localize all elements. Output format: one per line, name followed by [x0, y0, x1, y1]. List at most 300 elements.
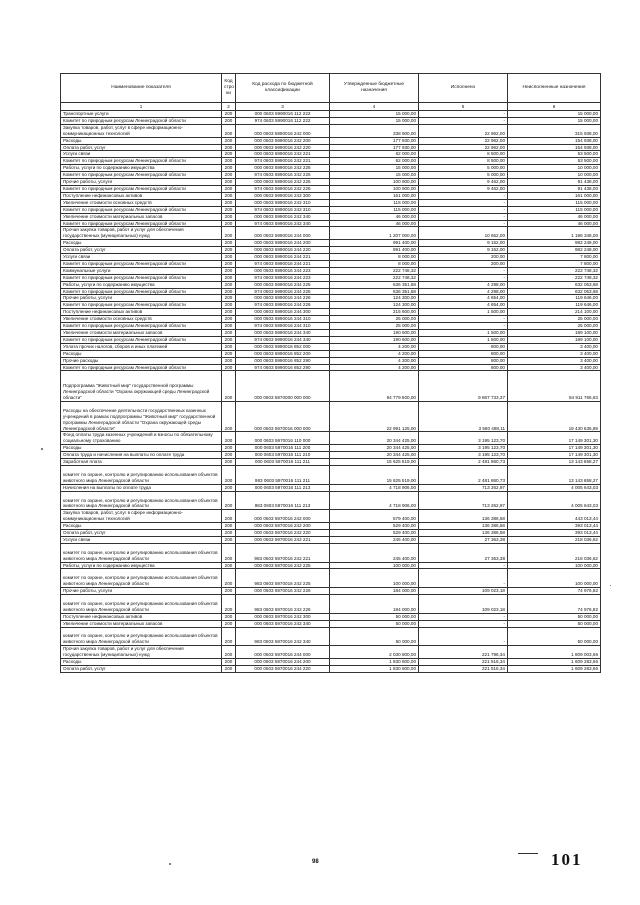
indicator-name-cell: Поступление нефинансовых активов: [61, 613, 222, 620]
unexecuted-amount-cell: 632 053,68: [508, 288, 601, 295]
executed-amount-cell: 109 023,18: [419, 588, 508, 595]
line-code-cell: 200: [222, 588, 236, 595]
executed-amount-cell: 9 462,00: [419, 185, 508, 192]
executed-amount-cell: 221 516,34: [419, 666, 508, 673]
approved-amount-cell: 184 000,00: [330, 595, 419, 614]
executed-amount-cell: 27 363,38: [419, 543, 508, 562]
approved-amount-cell: 177 930,00: [330, 137, 419, 144]
table-row: [61, 588, 601, 595]
line-code-cell: 200: [222, 357, 236, 364]
table-row: [61, 364, 601, 371]
executed-amount-cell: -: [419, 613, 508, 620]
unexecuted-amount-cell: 1 609 283,66: [508, 659, 601, 666]
budget-code-cell: 974 0603 5990016 242 225: [236, 172, 330, 179]
indicator-name-cell: Услуги связи: [61, 536, 222, 543]
table-row: [61, 452, 601, 459]
table-row: [61, 240, 601, 247]
approved-amount-cell: 215 600,00: [330, 309, 419, 316]
budget-code-cell: 000 0603 5970016 242 000: [236, 510, 330, 523]
table-row: [61, 666, 601, 673]
executed-amount-cell: 3 195 123,70: [419, 432, 508, 445]
approved-amount-cell: 50 000,00: [330, 613, 419, 620]
indicator-name-cell: Комитет по природным ресурсам Ленинградской области: [61, 323, 222, 330]
executed-amount-cell: 22 962,00: [419, 124, 508, 137]
approved-amount-cell: 50 000,00: [330, 627, 419, 646]
unexecuted-amount-cell: 3 400,00: [508, 350, 601, 357]
column-index: 4: [330, 103, 419, 111]
line-code-cell: 200: [222, 491, 236, 510]
executed-amount-cell: 5 000,00: [419, 172, 508, 179]
executed-amount-cell: 713 262,97: [419, 484, 508, 491]
unexecuted-amount-cell: 53 500,00: [508, 158, 601, 165]
unexecuted-amount-cell: 13 143 658,27: [508, 466, 601, 485]
budget-code-cell: 983 0603 5970016 242 340: [236, 627, 330, 646]
executed-amount-cell: 221 796,34: [419, 646, 508, 659]
table-row: [61, 274, 601, 281]
approved-amount-cell: 25 000,00: [330, 316, 419, 323]
budget-code-cell: 000 0603 5990016 242 226: [236, 179, 330, 186]
unexecuted-amount-cell: 19 430 636,89: [508, 401, 601, 432]
unexecuted-amount-cell: 17 149 301,30: [508, 452, 601, 459]
approved-amount-cell: 20 344 425,00: [330, 432, 419, 445]
table-row: [61, 620, 601, 627]
table-row: [61, 343, 601, 350]
budget-code-cell: 000 0603 5970016 242 220: [236, 530, 330, 537]
budget-code-cell: 000 0603 5970016 111 210: [236, 452, 330, 459]
executed-amount-cell: 136 386,58: [419, 530, 508, 537]
indicator-name-cell: Комитет по природным ресурсам Ленинградской области: [61, 274, 222, 281]
unexecuted-amount-cell: 161 000,00: [508, 192, 601, 199]
table-row: [61, 569, 601, 588]
executed-amount-cell: 8 500,00: [419, 158, 508, 165]
unexecuted-amount-cell: 154 938,00: [508, 137, 601, 144]
table-row: [61, 484, 601, 491]
executed-amount-cell: 9 152,00: [419, 240, 508, 247]
approved-amount-cell: 8 000,00: [330, 260, 419, 267]
line-code-cell: 200: [222, 111, 236, 118]
budget-code-cell: 000 0603 5990016 244 340: [236, 330, 330, 337]
indicator-name-cell: Работы, услуги по содержанию имущества: [61, 165, 222, 172]
table-row: [61, 445, 601, 452]
table-row: [61, 124, 601, 137]
line-code-cell: 200: [222, 227, 236, 240]
indicator-name-cell: комитет по охране, контролю и регулированию использования объектов животного мира Ленинградской области: [61, 627, 222, 646]
unexecuted-amount-cell: 154 938,00: [508, 144, 601, 151]
table-row: [61, 172, 601, 179]
budget-code-cell: 000 0603 5990016 242 200: [236, 137, 330, 144]
indicator-name-cell: Расходы на обеспечение деятельности государственных казенных учреждений в рамках подпрограммы "Животный мир" государственной программы Ленинградской области "Охрана окружающей среды Ленинградской области": [61, 401, 222, 432]
table-row: [61, 117, 601, 124]
indicator-name-cell: Увеличение стоимости материальных запасов: [61, 213, 222, 220]
indicator-name-cell: комитет по охране, контролю и регулированию использования объектов животного мира Ленинградской области: [61, 569, 222, 588]
approved-amount-cell: 46 000,00: [330, 220, 419, 227]
unexecuted-amount-cell: 3 400,00: [508, 357, 601, 364]
approved-amount-cell: 2 030 800,00: [330, 646, 419, 659]
budget-code-cell: 000 0603 5990016 852 000: [236, 343, 330, 350]
indicator-name-cell: Услуги связи: [61, 151, 222, 158]
approved-amount-cell: 190 600,00: [330, 336, 419, 343]
table-row: [61, 659, 601, 666]
unexecuted-amount-cell: 100 000,00: [508, 569, 601, 588]
unexecuted-amount-cell: 91 438,00: [508, 185, 601, 192]
approved-amount-cell: 1 830 800,00: [330, 666, 419, 673]
approved-amount-cell: 222 748,32: [330, 274, 419, 281]
executed-amount-cell: -: [419, 117, 508, 124]
line-code-cell: 200: [222, 288, 236, 295]
approved-amount-cell: 636 351,68: [330, 288, 419, 295]
executed-amount-cell: 3 195 123,70: [419, 445, 508, 452]
approved-amount-cell: 636 351,68: [330, 281, 419, 288]
indicator-name-cell: Прочие работы, услуги: [61, 588, 222, 595]
table-row: [61, 302, 601, 309]
column-index: 1: [61, 103, 222, 111]
indicator-name-cell: Комитет по природным ресурсам Ленинградской области: [61, 158, 222, 165]
table-row: [61, 401, 601, 432]
executed-amount-cell: 5 000,00: [419, 165, 508, 172]
approved-amount-cell: 100 900,00: [330, 179, 419, 186]
unexecuted-amount-cell: 982 248,00: [508, 247, 601, 254]
table-row: [61, 206, 601, 213]
header-approved: Утвержденные бюджетные назначения: [330, 74, 419, 103]
table-row: [61, 220, 601, 227]
executed-amount-cell: -: [419, 111, 508, 118]
indicator-name-cell: Расходы: [61, 445, 222, 452]
executed-amount-cell: 800,00: [419, 343, 508, 350]
table-row: [61, 357, 601, 364]
budget-code-cell: 000 0603 5970016 244 200: [236, 659, 330, 666]
executed-amount-cell: 1 500,00: [419, 330, 508, 337]
budget-code-cell: 974 0603 5990016 244 340: [236, 336, 330, 343]
budget-code-cell: 983 0603 5970016 111 213: [236, 491, 330, 510]
indicator-name-cell: Комитет по природным ресурсам Ленинградской области: [61, 260, 222, 267]
table-row: [61, 562, 601, 569]
approved-amount-cell: 529 400,00: [330, 530, 419, 537]
indicator-name-cell: Заработная плата: [61, 459, 222, 466]
executed-amount-cell: 3 195 123,70: [419, 452, 508, 459]
budget-code-cell: 983 0603 5970016 111 211: [236, 466, 330, 485]
indicator-name-cell: Поступление нефинансовых активов: [61, 309, 222, 316]
column-index: 2: [222, 103, 236, 111]
budget-code-cell: 000 0603 5990016 112 222: [236, 111, 330, 118]
executed-amount-cell: -: [419, 267, 508, 274]
table-row: [61, 158, 601, 165]
approved-amount-cell: 190 600,00: [330, 330, 419, 337]
approved-amount-cell: 4 200,00: [330, 343, 419, 350]
executed-amount-cell: 800,00: [419, 364, 508, 371]
approved-amount-cell: 124 300,00: [330, 295, 419, 302]
line-code-cell: 200: [222, 371, 236, 402]
table-row: [61, 510, 601, 523]
indicator-name-cell: Комитет по природным ресурсам Ленинградской области: [61, 336, 222, 343]
unexecuted-amount-cell: 393 013,44: [508, 530, 601, 537]
table-header-row: [61, 74, 601, 103]
line-code-cell: 200: [222, 666, 236, 673]
unexecuted-amount-cell: 222 748,32: [508, 267, 601, 274]
line-code-cell: 200: [222, 401, 236, 432]
approved-amount-cell: 4 200,00: [330, 350, 419, 357]
indicator-name-cell: Начисления на выплаты по оплате труда: [61, 484, 222, 491]
unexecuted-amount-cell: 115 000,00: [508, 199, 601, 206]
scan-speck: [169, 863, 171, 865]
indicator-name-cell: комитет по охране, контролю и регулированию использования объектов животного мира Ленинградской области: [61, 491, 222, 510]
table-row: [61, 281, 601, 288]
table-row: [61, 247, 601, 254]
approved-amount-cell: 8 000,00: [330, 254, 419, 261]
unexecuted-amount-cell: 115 000,00: [508, 206, 601, 213]
executed-amount-cell: 8 500,00: [419, 151, 508, 158]
table-row: [61, 144, 601, 151]
line-code-cell: 200: [222, 445, 236, 452]
budget-code-cell: 000 0603 5990016 244 221: [236, 254, 330, 261]
budget-code-cell: 974 0603 5990016 244 221: [236, 260, 330, 267]
unexecuted-amount-cell: 1 609 283,66: [508, 666, 601, 673]
budget-code-cell: 983 0603 5970016 242 221: [236, 543, 330, 562]
budget-code-cell: 000 0603 5970016 242 226: [236, 588, 330, 595]
unexecuted-amount-cell: 189 100,00: [508, 336, 601, 343]
line-code-cell: 200: [222, 172, 236, 179]
unexecuted-amount-cell: 100 000,00: [508, 562, 601, 569]
indicator-name-cell: Закупка товаров, работ, услуг в сфере информационно-коммуникационных технологий: [61, 510, 222, 523]
budget-code-cell: 000 0603 5990016 242 000: [236, 124, 330, 137]
approved-amount-cell: 4 718 906,00: [330, 491, 419, 510]
indicator-name-cell: Коммунальные услуги: [61, 267, 222, 274]
budget-code-cell: 974 0603 5990016 112 222: [236, 117, 330, 124]
executed-amount-cell: -: [419, 220, 508, 227]
unexecuted-amount-cell: 50 000,00: [508, 613, 601, 620]
budget-code-cell: 000 0603 5990016 244 000: [236, 227, 330, 240]
budget-code-cell: 974 0603 5990016 242 226: [236, 185, 330, 192]
executed-amount-cell: 22 962,00: [419, 137, 508, 144]
executed-amount-cell: 713 262,97: [419, 491, 508, 510]
indicator-name-cell: Транспортные услуги: [61, 111, 222, 118]
approved-amount-cell: 22 991 125,00: [330, 401, 419, 432]
indicator-name-cell: Комитет по природным ресурсам Ленинградской области: [61, 206, 222, 213]
approved-amount-cell: 62 000,00: [330, 158, 419, 165]
unexecuted-amount-cell: 4 005 643,03: [508, 484, 601, 491]
executed-amount-cell: 2 481 860,73: [419, 459, 508, 466]
budget-code-cell: 000 0603 5990016 852 200: [236, 350, 330, 357]
unexecuted-amount-cell: 10 000,00: [508, 172, 601, 179]
executed-amount-cell: -: [419, 192, 508, 199]
line-code-cell: 200: [222, 206, 236, 213]
approved-amount-cell: 15 000,00: [330, 172, 419, 179]
unexecuted-amount-cell: 1 809 003,66: [508, 646, 601, 659]
budget-code-cell: 000 0603 5970016 000 000: [236, 401, 330, 432]
approved-amount-cell: 1 207 000,00: [330, 227, 419, 240]
line-code-cell: 200: [222, 530, 236, 537]
approved-amount-cell: 245 400,00: [330, 536, 419, 543]
sheet-stamp-number: 101: [551, 850, 583, 869]
line-code-cell: 200: [222, 260, 236, 267]
budget-code-cell: 000 0603 5970016 242 221: [236, 536, 330, 543]
executed-amount-cell: -: [419, 213, 508, 220]
approved-amount-cell: 15 625 519,00: [330, 466, 419, 485]
indicator-name-cell: Комитет по природным ресурсам Ленинградской области: [61, 302, 222, 309]
line-code-cell: 200: [222, 213, 236, 220]
approved-amount-cell: 124 300,00: [330, 302, 419, 309]
line-code-cell: 200: [222, 659, 236, 666]
report-sheet: [60, 73, 600, 673]
indicator-name-cell: Прочие расходы: [61, 357, 222, 364]
budget-code-cell: 000 0603 5990016 244 223: [236, 267, 330, 274]
line-code-cell: 200: [222, 484, 236, 491]
budget-code-cell: 974 0603 5990016 242 221: [236, 158, 330, 165]
budget-code-cell: 974 0603 5990016 244 226: [236, 302, 330, 309]
unexecuted-amount-cell: 315 938,00: [508, 124, 601, 137]
line-code-cell: 200: [222, 316, 236, 323]
table-row: [61, 491, 601, 510]
executed-amount-cell: 10 652,00: [419, 227, 508, 240]
approved-amount-cell: 245 400,00: [330, 543, 419, 562]
budget-code-cell: 974 0603 5990016 244 223: [236, 274, 330, 281]
unexecuted-amount-cell: 25 000,00: [508, 323, 601, 330]
line-code-cell: 200: [222, 452, 236, 459]
line-code-cell: 200: [222, 185, 236, 192]
budget-code-cell: 974 0603 5990016 242 340: [236, 220, 330, 227]
indicator-name-cell: Оплата труда и начисления на выплаты по оплате труда: [61, 452, 222, 459]
indicator-name-cell: Увеличение стоимости основных средств: [61, 199, 222, 206]
indicator-name-cell: Расходы: [61, 240, 222, 247]
executed-amount-cell: 136 386,58: [419, 523, 508, 530]
indicator-name-cell: Расходы: [61, 523, 222, 530]
indicator-name-cell: Расходы: [61, 350, 222, 357]
unexecuted-amount-cell: 10 000,00: [508, 165, 601, 172]
budget-code-cell: 000 0603 5990016 242 300: [236, 192, 330, 199]
executed-amount-cell: 3 560 488,11: [419, 401, 508, 432]
budget-code-cell: 000 0603 5990016 242 225: [236, 165, 330, 172]
approved-amount-cell: 4 200,00: [330, 364, 419, 371]
line-code-cell: 200: [222, 595, 236, 614]
budget-code-cell: 000 0603 5990016 244 220: [236, 247, 330, 254]
budget-code-cell: 000 0603 5990016 244 310: [236, 316, 330, 323]
executed-amount-cell: 200,00: [419, 260, 508, 267]
indicator-name-cell: Уплата прочих налогов, сборов и иных платежей: [61, 343, 222, 350]
executed-amount-cell: 9 462,00: [419, 179, 508, 186]
table-row: [61, 523, 601, 530]
executed-amount-cell: 200,00: [419, 254, 508, 261]
approved-amount-cell: 115 000,00: [330, 206, 419, 213]
executed-amount-cell: 4 654,00: [419, 295, 508, 302]
line-code-cell: 200: [222, 510, 236, 523]
budget-code-cell: 000 0603 5970016 111 213: [236, 484, 330, 491]
indicator-name-cell: Комитет по природным ресурсам Ленинградской области: [61, 364, 222, 371]
executed-amount-cell: 27 363,38: [419, 536, 508, 543]
budget-code-cell: 000 0603 5970016 242 200: [236, 523, 330, 530]
line-code-cell: 200: [222, 137, 236, 144]
indicator-name-cell: Оплата работ, услуг: [61, 247, 222, 254]
line-code-cell: 200: [222, 220, 236, 227]
line-code-cell: 200: [222, 158, 236, 165]
table-row: [61, 595, 601, 614]
line-code-cell: 200: [222, 350, 236, 357]
table-row: [61, 254, 601, 261]
table-row: [61, 111, 601, 118]
budget-code-cell: 983 0603 5970016 242 226: [236, 595, 330, 614]
executed-amount-cell: -: [419, 316, 508, 323]
budget-code-cell: 000 0603 5990016 242 340: [236, 213, 330, 220]
executed-amount-cell: -: [419, 620, 508, 627]
executed-amount-cell: 1 500,00: [419, 309, 508, 316]
scan-speck: [41, 448, 43, 450]
indicator-name-cell: Расходы: [61, 137, 222, 144]
table-row: [61, 330, 601, 337]
approved-amount-cell: 579 400,00: [330, 510, 419, 523]
line-code-cell: 200: [222, 330, 236, 337]
table-row: [61, 536, 601, 543]
approved-amount-cell: 991 400,00: [330, 247, 419, 254]
indicator-name-cell: Комитет по природным ресурсам Ленинградской области: [61, 220, 222, 227]
table-row: [61, 309, 601, 316]
approved-amount-cell: 100 000,00: [330, 569, 419, 588]
line-code-cell: 200: [222, 613, 236, 620]
line-code-cell: 200: [222, 240, 236, 247]
budget-code-cell: 000 0603 5970016 242 340: [236, 620, 330, 627]
table-row: [61, 432, 601, 445]
line-code-cell: 200: [222, 199, 236, 206]
indicator-name-cell: Комитет по природным ресурсам Ленинградской области: [61, 288, 222, 295]
unexecuted-amount-cell: 46 000,00: [508, 213, 601, 220]
executed-amount-cell: 2 481 860,73: [419, 466, 508, 485]
approved-amount-cell: 4 200,00: [330, 357, 419, 364]
approved-amount-cell: 100 000,00: [330, 562, 419, 569]
header-executed: Исполнено: [419, 74, 508, 103]
approved-amount-cell: 15 000,00: [330, 117, 419, 124]
approved-amount-cell: 161 000,00: [330, 192, 419, 199]
header-line-code: Код стро ки: [222, 74, 236, 103]
executed-amount-cell: -: [419, 206, 508, 213]
line-code-cell: 200: [222, 192, 236, 199]
approved-amount-cell: 50 000,00: [330, 620, 419, 627]
line-code-cell: 200: [222, 523, 236, 530]
unexecuted-amount-cell: 982 248,00: [508, 240, 601, 247]
unexecuted-amount-cell: 15 000,00: [508, 111, 601, 118]
budget-code-cell: 000 0603 5970016 242 300: [236, 613, 330, 620]
approved-amount-cell: 20 344 425,00: [330, 445, 419, 452]
budget-code-cell: 974 0603 5990016 244 225: [236, 288, 330, 295]
indicator-name-cell: Поступление нефинансовых активов: [61, 192, 222, 199]
approved-amount-cell: 100 900,00: [330, 185, 419, 192]
line-code-cell: 200: [222, 302, 236, 309]
indicator-name-cell: Оплата работ, услуг: [61, 530, 222, 537]
executed-amount-cell: 4 654,00: [419, 302, 508, 309]
line-code-cell: 200: [222, 364, 236, 371]
indicator-name-cell: Работы, услуги по содержанию имущества: [61, 281, 222, 288]
table-row: [61, 530, 601, 537]
line-code-cell: 200: [222, 179, 236, 186]
unexecuted-amount-cell: 1 196 348,00: [508, 227, 601, 240]
unexecuted-amount-cell: 214 100,00: [508, 309, 601, 316]
table-row: [61, 613, 601, 620]
line-code-cell: 200: [222, 267, 236, 274]
unexecuted-amount-cell: 189 100,00: [508, 330, 601, 337]
unexecuted-amount-cell: 7 800,00: [508, 260, 601, 267]
executed-amount-cell: 9 867 733,37: [419, 371, 508, 402]
line-code-cell: 200: [222, 247, 236, 254]
unexecuted-amount-cell: 632 053,68: [508, 281, 601, 288]
line-code-cell: 200: [222, 295, 236, 302]
unexecuted-amount-cell: 25 000,00: [508, 316, 601, 323]
line-code-cell: 200: [222, 620, 236, 627]
table-row: [61, 260, 601, 267]
column-index: 5: [419, 103, 508, 111]
table-row: [61, 137, 601, 144]
table-row: [61, 543, 601, 562]
approved-amount-cell: 4 718 906,00: [330, 484, 419, 491]
unexecuted-amount-cell: 218 036,62: [508, 543, 601, 562]
table-row: [61, 466, 601, 485]
indicator-name-cell: Прочие работы, услуги: [61, 179, 222, 186]
indicator-name-cell: Комитет по природным ресурсам Ленинградской области: [61, 185, 222, 192]
